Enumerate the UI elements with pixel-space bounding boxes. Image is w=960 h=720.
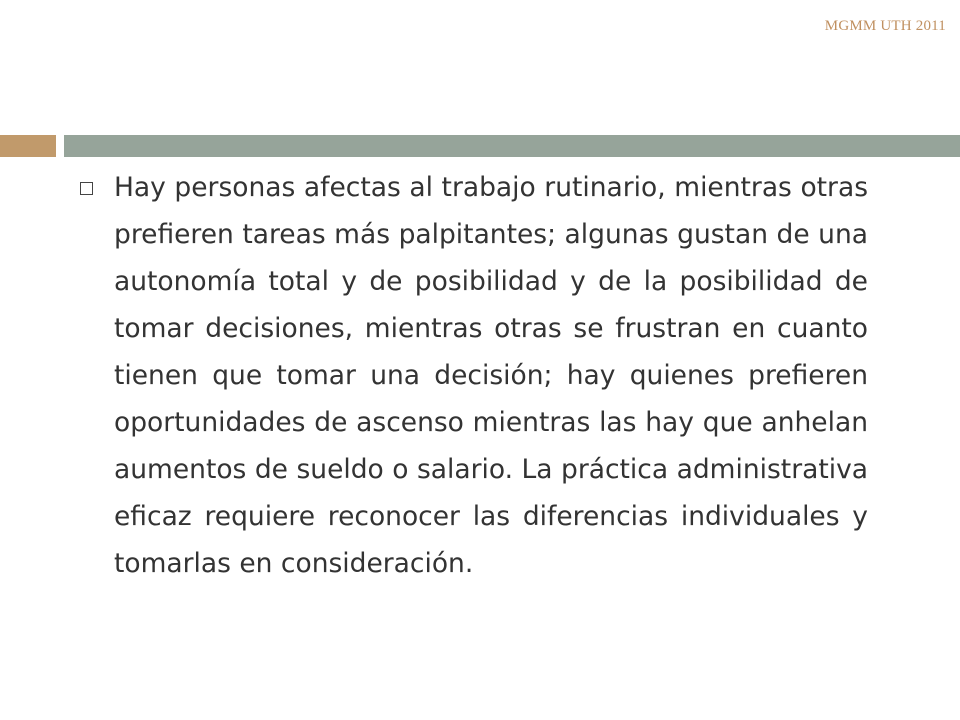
accent-bar-right (64, 135, 960, 157)
slide-header-mark: MGMM UTH 2011 (824, 18, 946, 34)
square-bullet-icon (80, 182, 93, 195)
bullet-text: Hay personas afectas al trabajo rutinario, mientras otras prefieren tareas más palpitantes; algunas gustan de una autonomía total y de posibilidad y de la posibilidad de tomar decisiones, mientras otras se frustran en cuanto tienen que tomar una decisión; hay quienes prefieren oportunidades de ascenso mientras las hay que anhelan aumentos de sueldo o salario. La práctica administrativa eficaz requiere reconocer las diferencias individuales y tomarlas en consideración. (114, 172, 868, 579)
accent-bar-left (0, 135, 56, 157)
